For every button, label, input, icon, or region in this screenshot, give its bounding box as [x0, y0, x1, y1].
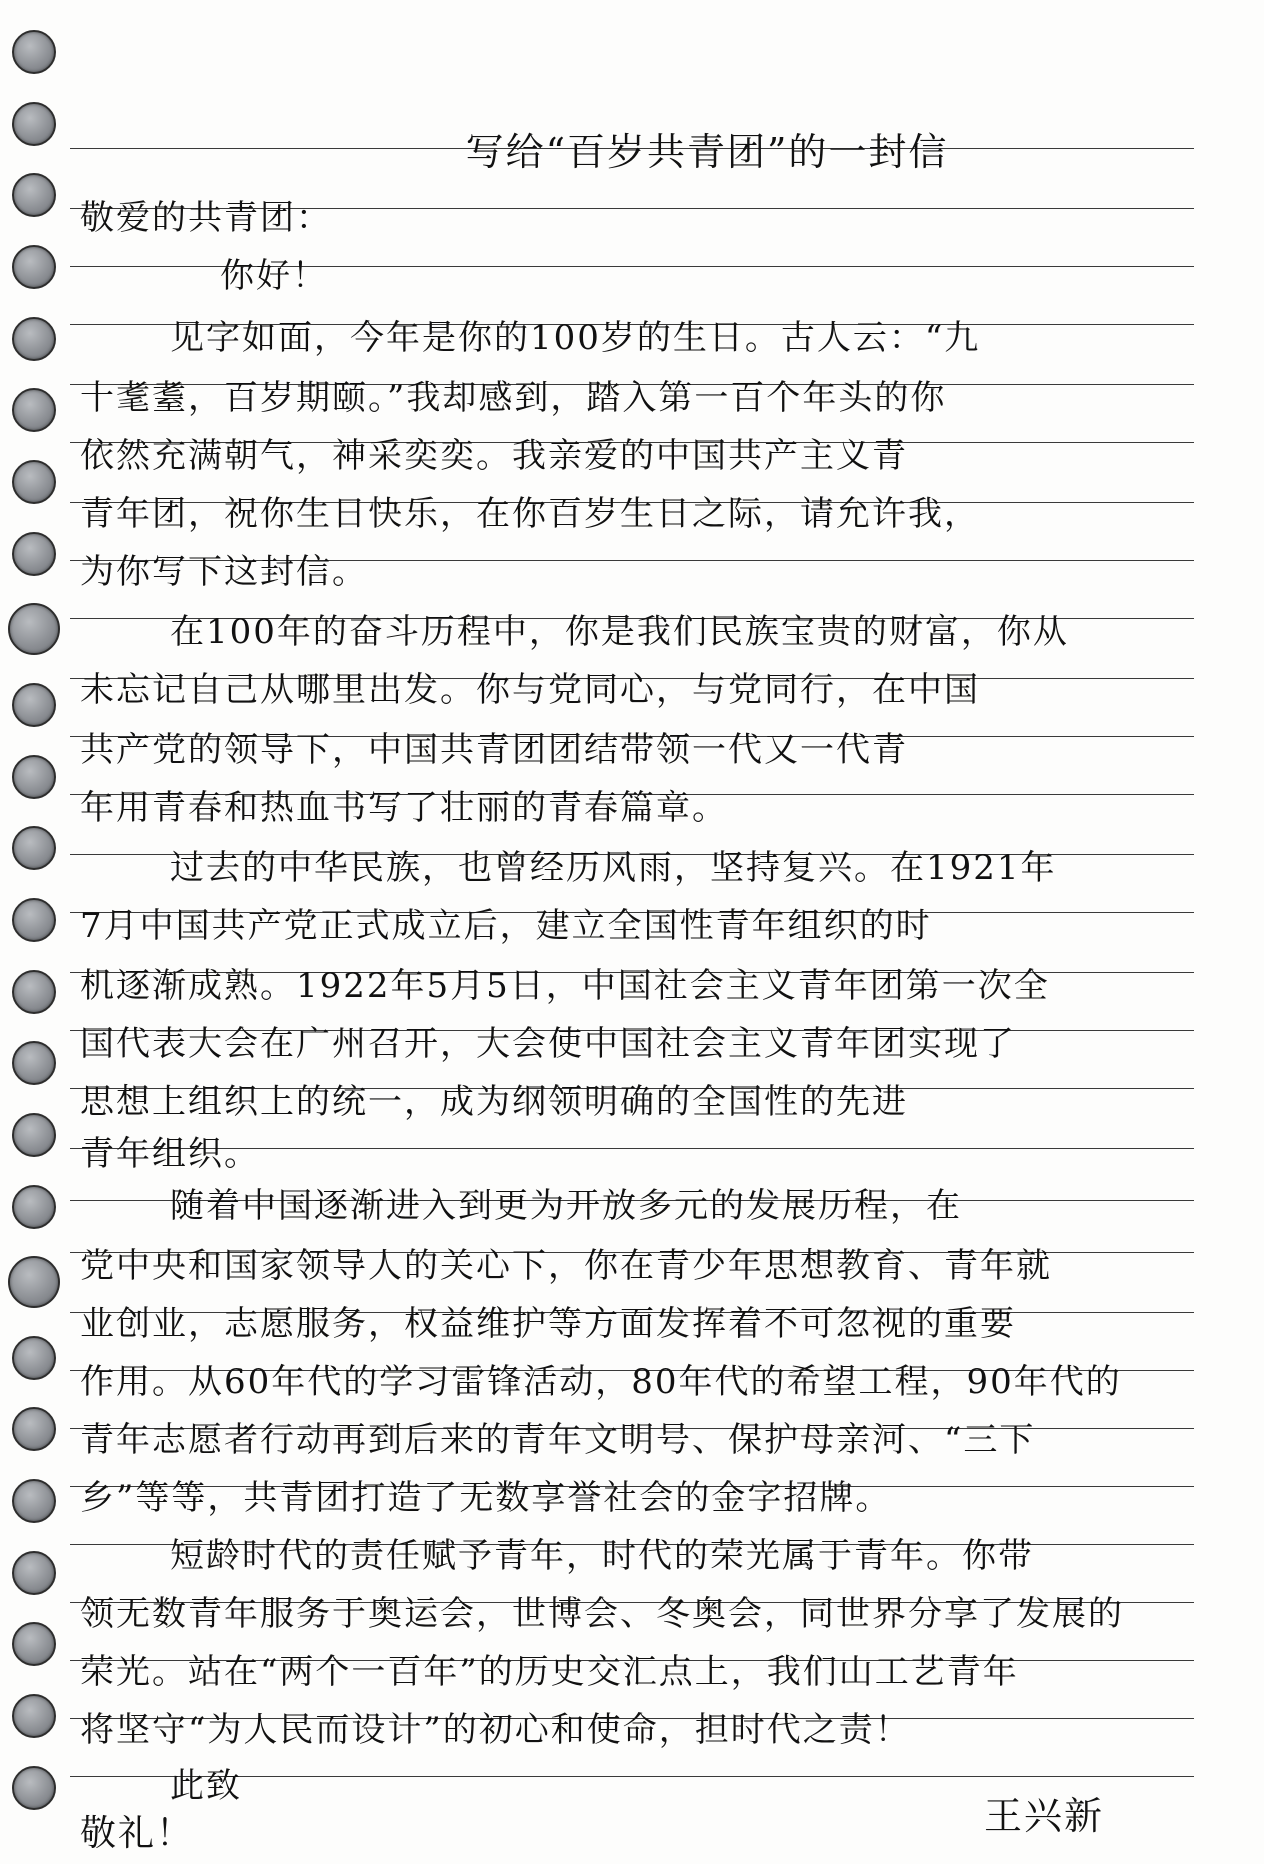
paragraph-4-line: 党中央和国家领导人的关心下，你在青少年思想教育、青年就: [80, 1246, 1052, 1286]
binder-hole: [12, 532, 56, 576]
paragraph-2-line: 在100年的奋斗历程中，你是我们民族宝贵的财富，你从: [170, 612, 1069, 652]
paragraph-1-line: 青年团，祝你生日快乐，在你百岁生日之际，请允许我，: [80, 494, 980, 534]
paragraph-3-line: 7月中国共产党正式成立后，建立全国性青年组织的时: [80, 906, 932, 946]
binder-hole: [12, 1407, 56, 1451]
closing-jing-li: 敬礼！: [80, 1813, 195, 1854]
paragraph-4-line: 业创业，志愿服务，权益维护等方面发挥着不可忽视的重要: [80, 1304, 1016, 1344]
binder-hole: [12, 30, 56, 74]
binder-hole: [12, 1113, 56, 1157]
paragraph-4-line: 作用。从60年代的学习雷锋活动，80年代的希望工程，90年代的: [80, 1362, 1122, 1402]
closing-ci-zhi: 此致: [170, 1766, 242, 1806]
paragraph-4-line: 乡”等等，共青团打造了无数享誉社会的金字招牌。: [80, 1478, 892, 1518]
binder-hole: [12, 755, 56, 799]
greeting: 你好！: [220, 256, 328, 296]
paragraph-1-line: 为你写下这封信。: [80, 552, 368, 592]
binder-hole: [12, 1551, 56, 1595]
binder-hole: [12, 1694, 56, 1738]
paragraph-3-line: 机逐渐成熟。1922年5月5日，中国社会主义青年团第一次全: [80, 966, 1050, 1006]
paragraph-3-line: 青年组织。: [80, 1134, 260, 1174]
paragraph-4-line: 青年志愿者行动再到后来的青年文明号、保护母亲河、“三下: [80, 1420, 1036, 1460]
binder-hole: [12, 245, 56, 289]
letter-body: [80, 0, 1214, 1864]
salutation: 敬爱的共青团：: [80, 198, 332, 238]
binder-hole: [12, 1041, 56, 1085]
binder-hole: [12, 102, 56, 146]
binder-hole: [12, 1766, 56, 1810]
paragraph-5-line: 将坚守“为人民而设计”的初心和使命，担时代之责！: [80, 1710, 911, 1750]
paragraph-5-line: 领无数青年服务于奥运会，世博会、冬奥会，同世界分享了发展的: [80, 1594, 1124, 1634]
binder-hole: [12, 898, 56, 942]
paragraph-3-line: 过去的中华民族，也曾经历风雨，坚持复兴。在1921年: [170, 848, 1057, 888]
binder-hole: [12, 388, 56, 432]
paragraph-5-line: 荣光。站在“两个一百年”的历史交汇点上，我们山工艺青年: [80, 1652, 1019, 1692]
paragraph-5-line: 短龄时代的责任赋予青年，时代的荣光属于青年。你带: [170, 1536, 1034, 1576]
binder-hole: [12, 317, 56, 361]
paragraph-3-line: 国代表大会在广州召开，大会使中国社会主义青年团实现了: [80, 1024, 1016, 1064]
binder-hole: [12, 1336, 56, 1380]
paragraph-2-line: 未忘记自己从哪里出发。你与党同心，与党同行，在中国: [80, 670, 980, 710]
paragraph-1-line: 依然充满朝气，神采奕奕。我亲爱的中国共产主义青: [80, 436, 908, 476]
binder-hole: [12, 1479, 56, 1523]
binder-holes: [12, 30, 72, 1810]
binder-hole: [12, 1622, 56, 1666]
paragraph-4-line: 随着中国逐渐进入到更为开放多元的发展历程，在: [170, 1186, 962, 1226]
binder-hole: [8, 1256, 60, 1308]
letter-title: 写给“百岁共青团”的一封信: [465, 130, 949, 174]
paragraph-3-line: 思想上组织上的统一，成为纲领明确的全国性的先进: [80, 1082, 908, 1122]
signature: 王兴新: [983, 1794, 1104, 1838]
paragraph-1-line: 十耄耋，百岁期颐。”我却感到，踏入第一百个年头的你: [80, 378, 947, 418]
binder-hole: [12, 460, 56, 504]
binder-hole: [12, 683, 56, 727]
paragraph-2-line: 共产党的领导下，中国共青团团结带领一代又一代青: [80, 730, 908, 770]
binder-hole: [12, 970, 56, 1014]
paragraph-1-line: 见字如面，今年是你的100岁的生日。古人云：“九: [170, 318, 981, 358]
binder-hole: [12, 1185, 56, 1229]
binder-hole: [12, 173, 56, 217]
binder-hole: [8, 603, 60, 655]
binder-hole: [12, 826, 56, 870]
paragraph-2-line: 年用青春和热血书写了壮丽的青春篇章。: [80, 788, 728, 828]
